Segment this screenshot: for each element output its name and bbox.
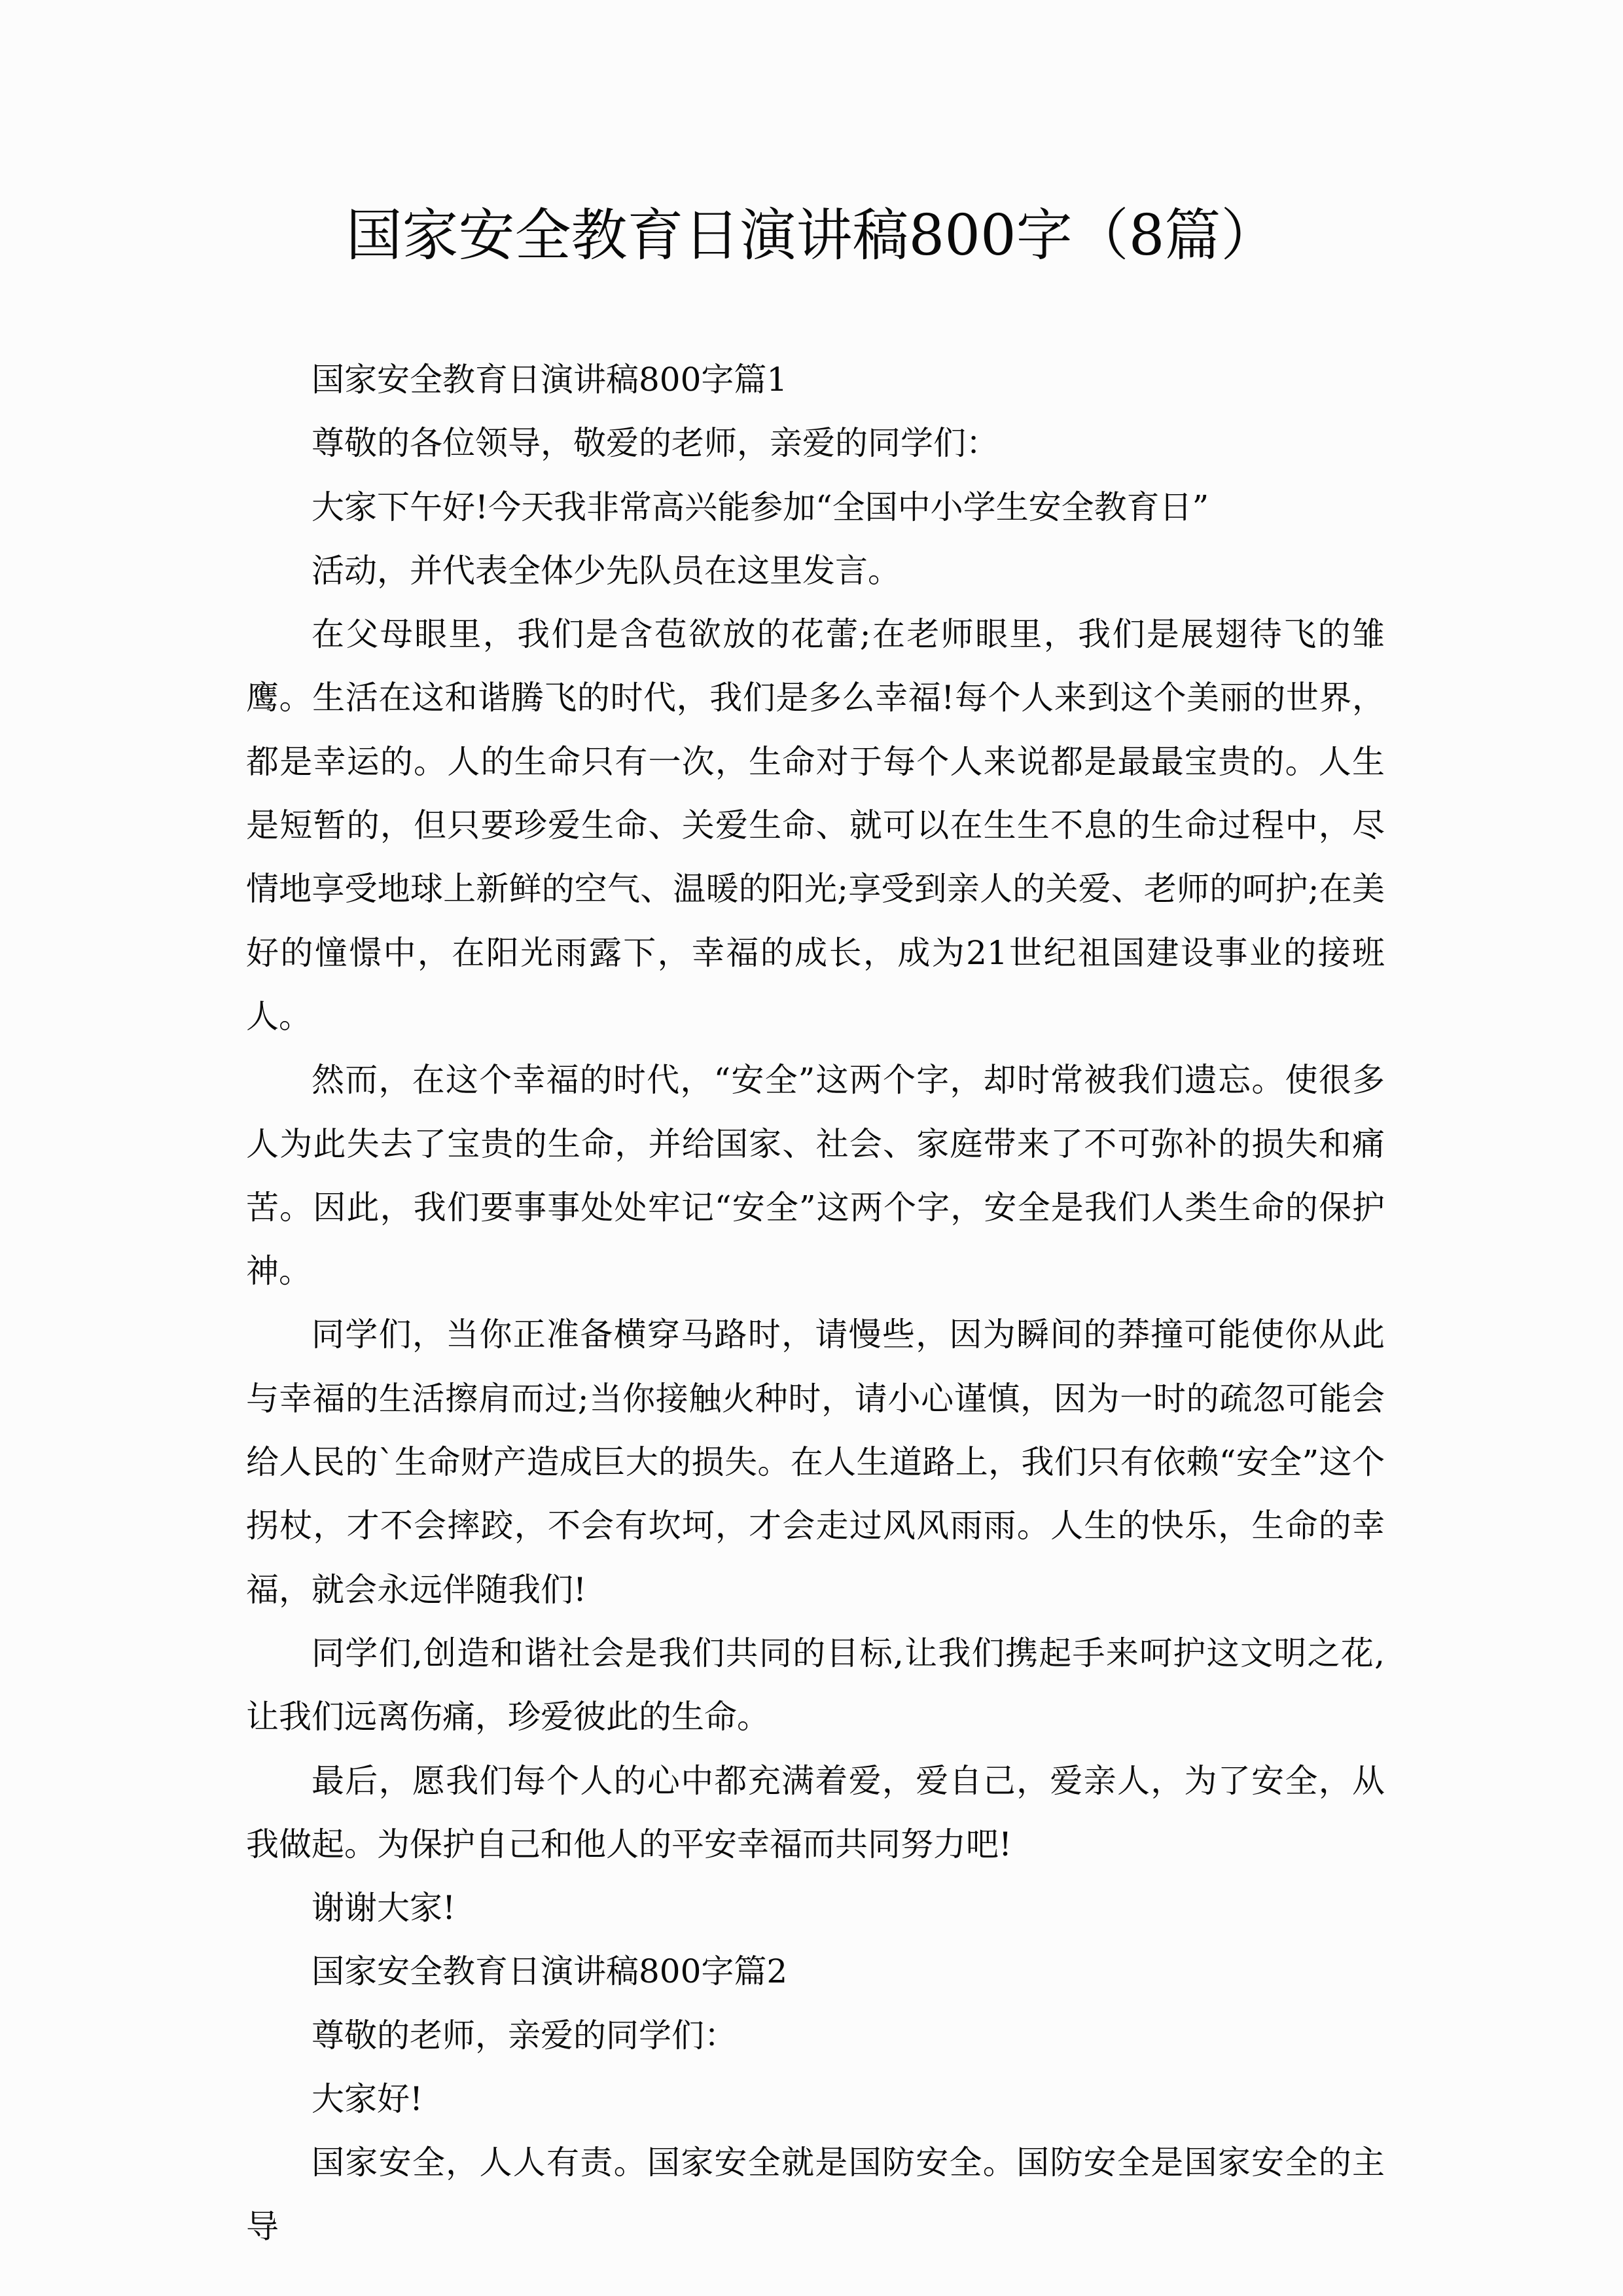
salutation: 尊敬的老师，亲爱的同学们： <box>312 2016 737 2054</box>
document-body <box>246 348 1385 2259</box>
paragraph: 国家安全，人人有责。国家安全就是国防安全。国防安全是国家安全的主导 <box>246 2144 1385 2246</box>
paragraph: 同学们，当你正准备横穿马路时，请慢些，因为瞬间的莽撞可能使你从此与幸福的生活擦肩而过;当你接触火种时，请小心谨慎，因为一时的疏忽可能会给人民的`生命财产造成巨大的损失。在人生道路上，我们只有依赖“安全”这个拐杖，才不会摔跤，不会有坎坷，才会走过风风雨雨。人生的快乐，生命的幸福，就会永远伴随我们! <box>246 1316 1385 1609</box>
document-title: 国家安全教育日演讲稿800字（8篇） <box>346 203 1277 268</box>
paragraph: 同学们,创造和谐社会是我们共同的目标,让我们携起手来呵护这文明之花,让我们远离伤痛，珍爱彼此的生命。 <box>246 1634 1385 1736</box>
paragraph: 最后，愿我们每个人的心中都充满着爱，爱自己，爱亲人，为了安全，从我做起。为保护自己和他人的平安幸福而共同努力吧! <box>246 1761 1385 1863</box>
paragraph: 然而，在这个幸福的时代，“安全”这两个字，却时常被我们遗忘。使很多人为此失去了宝贵的生命，并给国家、社会、家庭带来了不可弥补的损失和痛苦。因此，我们要事事处处牢记“安全”这两个字，安全是我们人类生命的保护神。 <box>246 1061 1385 1291</box>
paragraph: 在父母眼里，我们是含苞欲放的花蕾;在老师眼里，我们是展翅待飞的雏鹰。生活在这和谐腾飞的时代，我们是多么幸福!每个人来到这个美丽的世界，都是幸运的。人的生命只有一次，生命对于每个人来说都是最最宝贵的。人生是短暂的，但只要珍爱生命、关爱生命、就可以在生生不息的生命过程中，尽情地享受地球上新鲜的空气、温暖的阳光;享受到亲人的关爱、老师的呵护;在美好的憧憬中，在阳光雨露下，幸福的成长，成为21世纪祖国建设事业的接班人。 <box>246 615 1385 1035</box>
greeting-line: 大家好! <box>312 2080 423 2119</box>
salutation: 尊敬的各位领导，敬爱的老师，亲爱的同学们： <box>312 424 999 463</box>
closing-thanks: 谢谢大家! <box>312 1889 456 1928</box>
greeting-line: 大家下午好!今天我非常高兴能参加“全国中小学生安全教育日” <box>312 488 1209 526</box>
section-heading-1: 国家安全教育日演讲稿800字篇1 <box>312 361 788 399</box>
greeting-line-continued: 活动，并代表全体少先队员在这里发言。 <box>312 551 901 590</box>
section-heading-2: 国家安全教育日演讲稿800字篇2 <box>312 1952 788 1991</box>
